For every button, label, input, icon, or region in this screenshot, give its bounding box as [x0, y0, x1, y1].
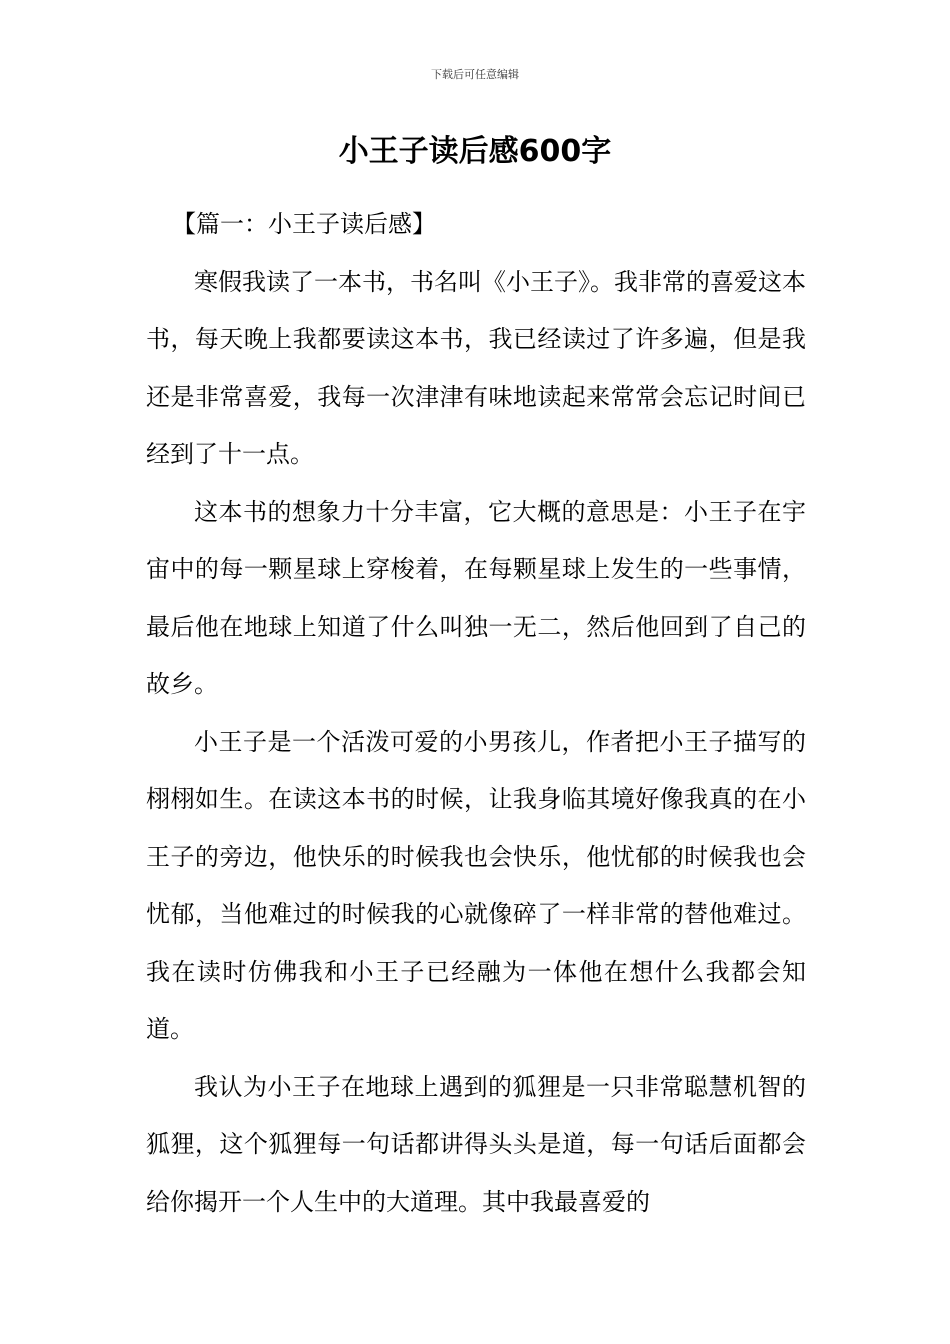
paragraph-4: 我认为小王子在地球上遇到的狐狸是一只非常聪慧机智的狐狸，这个狐狸每一句话都讲得头头是道，每一句话后面都会给你揭开一个人生中的大道理。其中我最喜爱的 [146, 1072, 806, 1216]
document-title: 小王子读后感600字 [338, 134, 612, 169]
section-heading: 【篇一：小王子读后感】 [172, 210, 436, 238]
paragraph-2: 这本书的想象力十分丰富，它大概的意思是：小王子在宇宙中的每一颗星球上穿梭着，在每颗星球上发生的一些事情，最后他在地球上知道了什么叫独一无二，然后他回到了自己的故乡。 [146, 497, 806, 698]
paragraph-3: 小王子是一个活泼可爱的小男孩儿，作者把小王子描写的栩栩如生。在读这本书的时候，让我身临其境好像我真的在小王子的旁边，他快乐的时候我也会快乐，他忧郁的时候我也会忧郁，当他难过的时候我的心就像碎了一样非常的替他难过。我在读时仿佛我和小王子已经融为一体他在想什么我都会知道。 [146, 727, 806, 1043]
header-note: 下载后可任意编辑 [431, 68, 519, 81]
paragraph-1: 寒假我读了一本书，书名叫《小王子》。我非常的喜爱这本书，每天晚上我都要读这本书，我已经读过了许多遍，但是我还是非常喜爱，我每一次津津有味地读起来常常会忘记时间已经到了十一点。 [146, 267, 806, 468]
document-body [146, 196, 806, 1231]
